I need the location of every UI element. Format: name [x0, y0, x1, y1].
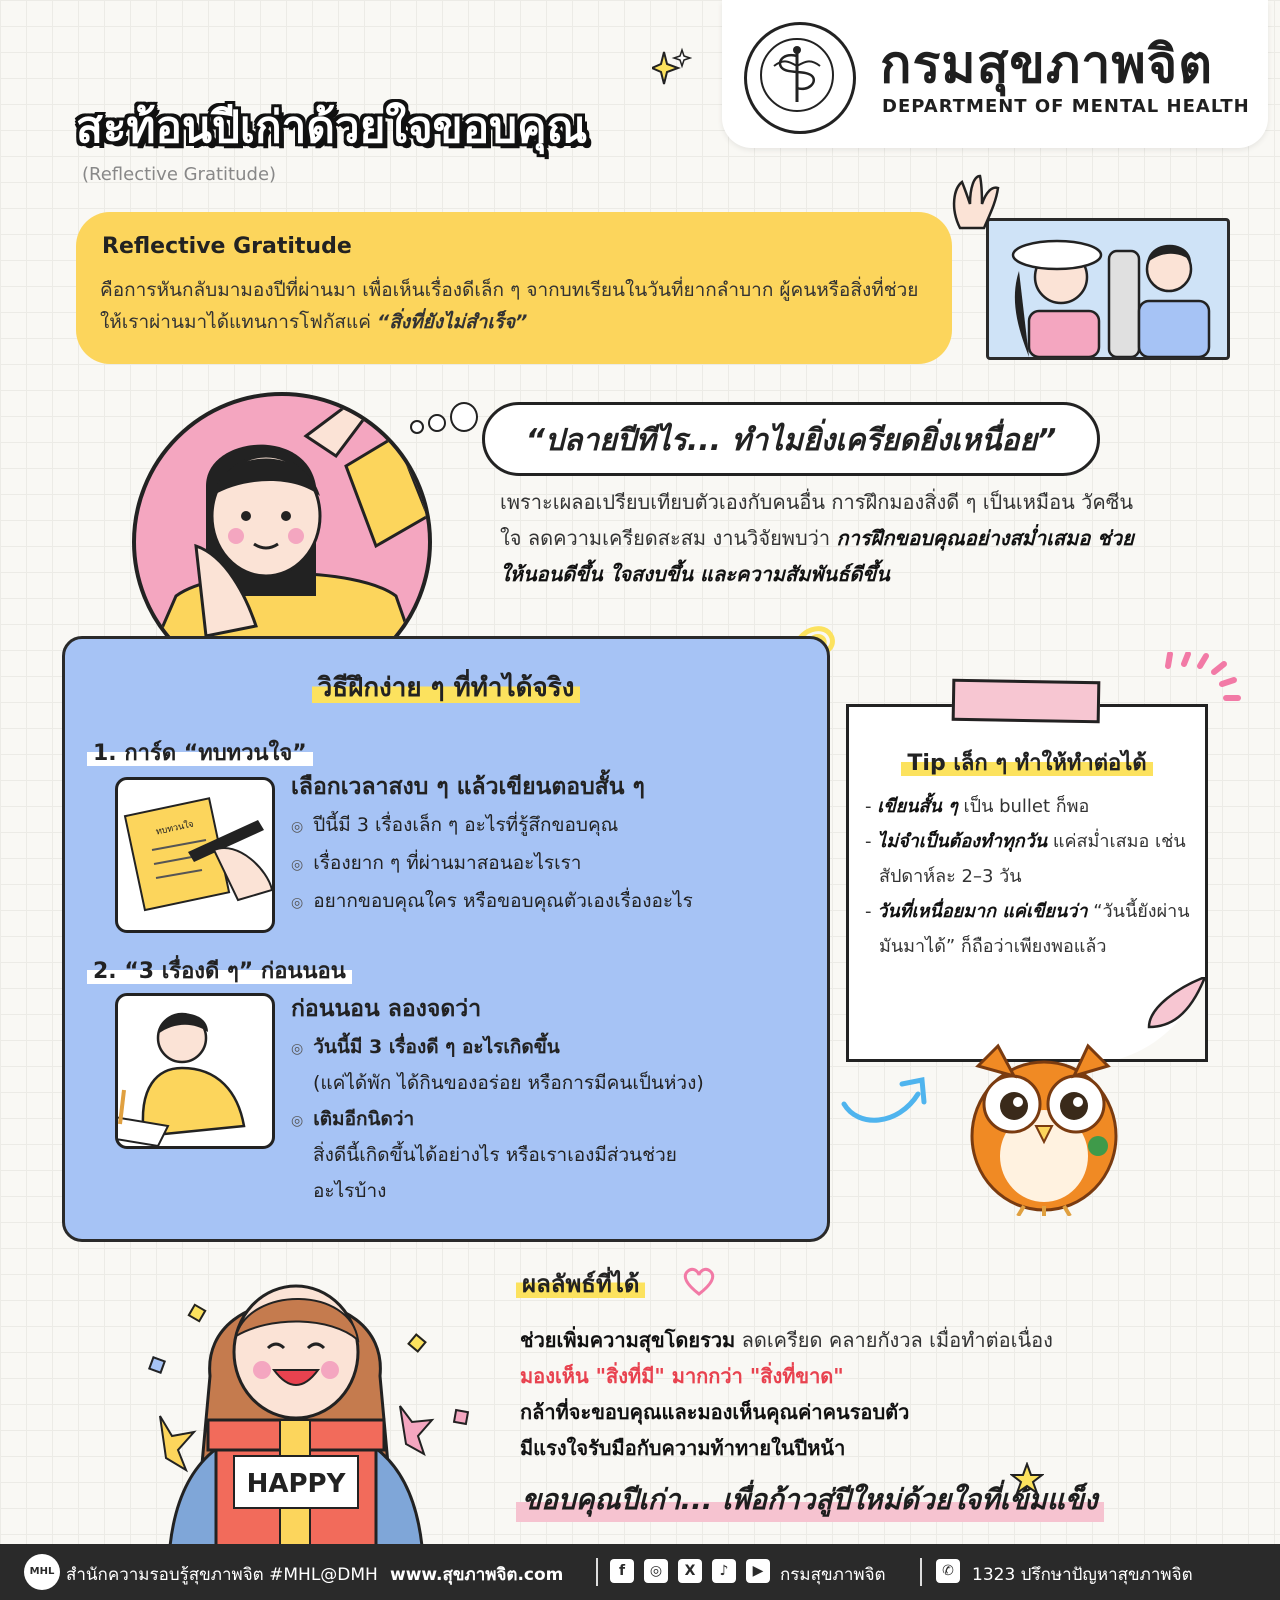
step1-heading: เลือกเวลาสงบ ๆ แล้วเขียนตอบสั้น ๆ [291, 774, 645, 800]
intro-text [100, 274, 940, 338]
results-text [520, 1322, 1200, 1466]
step2-title [87, 953, 352, 988]
list-item [291, 807, 693, 845]
ministry-seal-logo [744, 22, 856, 134]
phone-icon[interactable]: ✆ [936, 1559, 960, 1583]
card-label: ทบทวนใจ [155, 819, 195, 838]
waving-hand-icon [940, 168, 1020, 248]
tip-item-bold: เขียนสั้น ๆ [877, 796, 958, 817]
list-item: - วันที่เหนื่อยมาก แค่เขียนว่า “วันนี้ยังผ่านมันมาได้” ก็ถือว่าเพียงพอแล้ว [865, 901, 1190, 957]
confetti [453, 1409, 469, 1425]
step1-title-label: 1. การ์ด “ทบทวนใจ” [87, 741, 313, 766]
footer-hotline[interactable]: 1323 ปรึกษาปัญหาสุขภาพจิต [972, 1565, 1193, 1585]
reflection-card-illustration [115, 777, 275, 933]
list-item: - ไม่จำเป็นต้องทำทุกวัน แค่สม่ำเสมอ เช่น สัปดาห์ละ 2–3 วัน [865, 831, 1186, 887]
bullet-marker: ◎ [291, 819, 304, 835]
sparkle-icon [652, 46, 692, 86]
explanation-text [500, 484, 1140, 592]
bullet-text: อยากขอบคุณใคร หรือขอบคุณตัวเองเรื่องอะไร [313, 890, 693, 912]
tape-decoration [952, 679, 1101, 724]
bullet-marker: ◎ [291, 895, 304, 911]
tip-list [865, 789, 1195, 964]
step2-heading: ก่อนนอน ลองจดว่า [291, 996, 482, 1022]
result-line: กล้าที่จะขอบคุณและมองเห็นคุณค่าคนรอบตัว [520, 1400, 910, 1424]
practice-title-label: วิธีฝึกง่าย ๆ ที่ทำได้จริง [312, 673, 581, 703]
gift-label: HAPPY [246, 1469, 346, 1499]
footer-divider [920, 1558, 922, 1586]
step2-bullet-1-detail: (แค่ได้พัก ได้กินของอร่อย หรือการมีคนเป็นห่วง) [313, 1072, 704, 1094]
instagram-icon[interactable]: ◎ [644, 1559, 668, 1583]
thought-dot [428, 414, 446, 432]
department-name-thai: กรมสุขภาพจิต [880, 35, 1213, 95]
tip-title [849, 745, 1205, 780]
star-icon [1010, 1462, 1044, 1496]
owl-mascot-illustration [958, 1026, 1128, 1216]
bullet-marker: ◎ [291, 1113, 304, 1129]
result-line [520, 1322, 1200, 1358]
closing-message: ขอบคุณปีเก่า... เพื่อก้าวสู่ปีใหม่ด้วยใจที่เข้มแข็ง [516, 1478, 1104, 1522]
car-window-illustration [986, 218, 1230, 360]
step2-title-label: 2. “3 เรื่องดี ๆ” ก่อนนอน [87, 959, 352, 984]
happy-girl-with-gift-illustration [150, 1256, 450, 1546]
explanation-body: เพราะเผลอเปรียบเทียบตัวเองกับคนอื่น การฝึกมองสิ่งดี ๆ เป็นเหมือน วัคซีนใจ ลดความเครียดสะสม งานวิจัยพบว่า [500, 490, 1133, 550]
department-name-english: DEPARTMENT OF MENTAL HEALTH [882, 96, 1250, 117]
bullet-marker: ◎ [291, 1041, 304, 1057]
step1-bullet-list [291, 807, 693, 921]
step2-bullet-2 [291, 1101, 414, 1139]
bullet-text: เรื่องยาก ๆ ที่ผ่านมาสอนอะไรเรา [313, 852, 582, 874]
step2-bullet-2-detail: สิ่งดีนี้เกิดขึ้นได้อย่างไร หรือเราเองมีส่วนช่วย [313, 1144, 677, 1166]
tip-item-text: “วันนี้ยังผ่านมันมาได้” ก็ถือว่าเพียงพอแล้ว [879, 901, 1190, 957]
page-title: สะท้อนปีเก่าด้วยใจขอบคุณ [76, 102, 588, 153]
mhl-owl-badge: MHL [24, 1554, 60, 1590]
bullet-text: ปีนี้มี 3 เรื่องเล็ก ๆ อะไรที่รู้สึกขอบคุณ [313, 814, 619, 836]
intro-box [76, 212, 952, 364]
question-bubble [482, 402, 1100, 476]
list-item [291, 845, 693, 883]
result-line-highlight: มองเห็น "สิ่งที่มี" มากกว่า "สิ่งที่ขาด" [520, 1364, 844, 1388]
intro-body: คือการหันกลับมามองปีที่ผ่านมา เพื่อเห็นเรื่องดีเล็ก ๆ จากบทเรียนในวันที่ยากลำบาก ผู้คนหรือสิ่งที่ช่วยให้เราผ่านมาได้แทนการโฟกัสแค่ [100, 279, 919, 333]
intro-emphasis: “สิ่งที่ยังไม่สำเร็จ” [376, 311, 528, 333]
step1-title [87, 735, 313, 770]
footer-bar [0, 1544, 1280, 1600]
bullet-title: วันนี้มี 3 เรื่องดี ๆ อะไรเกิดขึ้น [313, 1036, 560, 1058]
tiktok-icon[interactable]: ♪ [712, 1559, 736, 1583]
explanation-emphasis: การฝึกขอบคุณอย่างสม่ำเสมอ ช่วยให้นอนดีขึ้น ใจสงบขึ้น และความสัมพันธ์ดีขึ้น [500, 526, 1134, 586]
footer-org: สำนักความรอบรู้สุขภาพจิต #MHL@DMH [66, 1565, 378, 1585]
results-title [516, 1264, 645, 1303]
result-line-text: ลดเครียด คลายกังวล เมื่อทำต่อเนื่อง [735, 1328, 1053, 1352]
bullet-title: เติมอีกนิดว่า [313, 1108, 415, 1130]
step2-bullet-2-detail-cont: อะไรบ้าง [313, 1180, 387, 1202]
list-item: - เขียนสั้น ๆ เป็น bullet ก็พอ [865, 796, 1090, 817]
page-curl-icon [1119, 977, 1205, 1059]
bullet-marker: ◎ [291, 857, 304, 873]
heart-icon [682, 1266, 716, 1296]
page-subtitle: (Reflective Gratitude) [82, 164, 277, 185]
tip-item-bold: วันที่เหนื่อยมาก แค่เขียนว่า [877, 901, 1088, 922]
footer-divider [596, 1558, 598, 1586]
result-line: มีแรงใจรับมือกับความท้าทายในปีหน้า [520, 1436, 846, 1460]
thought-dot [410, 420, 424, 434]
arrow-doodle [838, 1064, 938, 1134]
results-title-label: ผลลัพธ์ที่ได้ [516, 1270, 645, 1298]
tip-title-label: Tip เล็ก ๆ ทำให้ทำต่อได้ [901, 751, 1152, 776]
tip-item-bold: ไม่จำเป็นต้องทำทุกวัน [877, 831, 1048, 852]
footer-social-name[interactable]: กรมสุขภาพจิต [780, 1565, 886, 1585]
journaling-boy-illustration [115, 993, 275, 1149]
question-text: “ปลายปีทีไร... ทำไมยิ่งเครียดยิ่งเหนื่อย” [525, 423, 1057, 458]
facebook-icon[interactable]: f [610, 1559, 634, 1583]
footer-website-link[interactable]: www.สุขภาพจิต.com [390, 1565, 564, 1585]
list-item [291, 883, 693, 921]
intro-heading: Reflective Gratitude [102, 234, 352, 259]
practice-box [62, 636, 830, 1242]
result-line-bold: ช่วยเพิ่มความสุขโดยรวม [520, 1328, 736, 1352]
x-icon[interactable]: X [678, 1559, 702, 1583]
step2-bullet-1 [291, 1029, 560, 1067]
thought-dot [450, 402, 478, 432]
practice-title [65, 667, 827, 708]
tip-item-text: เป็น bullet ก็พอ [957, 796, 1090, 817]
tip-note [846, 704, 1208, 1062]
tip-item-text: แค่สม่ำเสมอ เช่น สัปดาห์ละ 2–3 วัน [879, 831, 1186, 887]
youtube-icon[interactable]: ▶ [746, 1559, 770, 1583]
